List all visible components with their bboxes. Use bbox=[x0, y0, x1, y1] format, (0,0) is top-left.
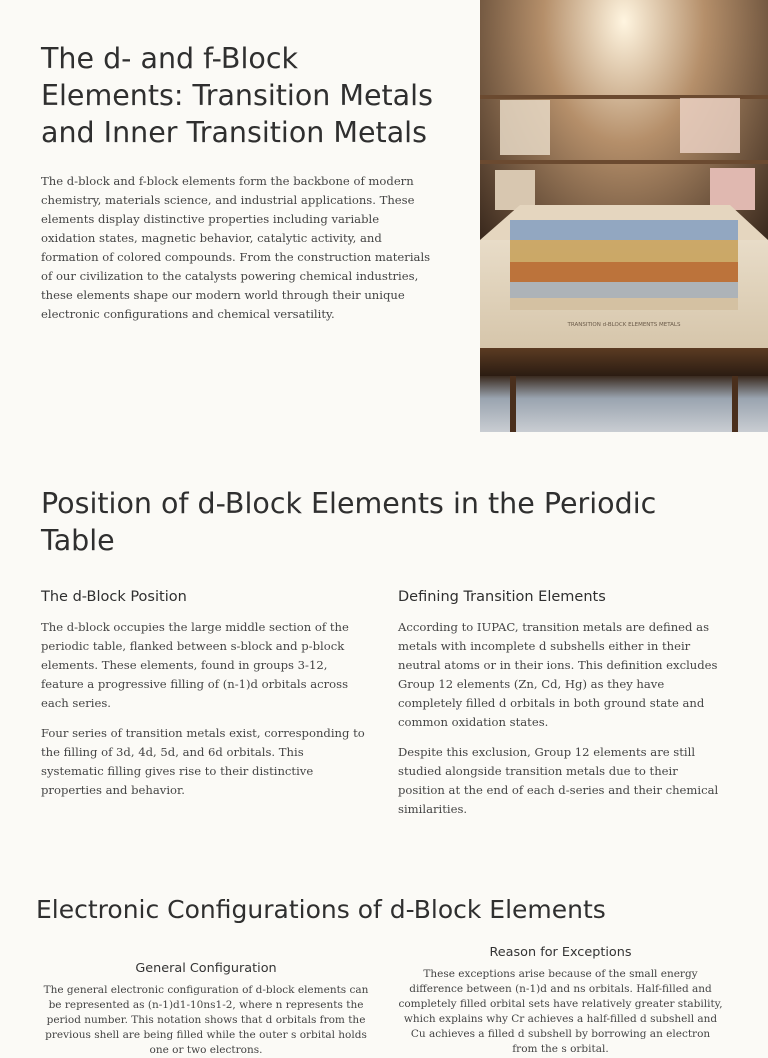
defining-transition-column bbox=[398, 588, 728, 830]
d-block-position-column bbox=[41, 588, 369, 811]
hero-description: The d-block and f-block elements form the backbone of modern chemistry, materials science, and industrial applications. These elements display distinctive properties including variable oxidation states, magnetic behavior, catalytic activity, and formation of colored compounds. From the construction materials of our civilization to the catalysts powering chemical industries, these elements shape our modern world through their unique electronic configurations and chemical versatility. bbox=[41, 174, 431, 321]
d-block-position-paragraph-2: Four series of transition metals exist, corresponding to the filling of 3d, 4d, 5d, and 6d orbitals. This systematic filling gives rise to their distinctive properties and behavior. bbox=[41, 726, 365, 797]
page-title: The d- and f-Block Elements: Transition Metals and Inner Transition Metals bbox=[41, 42, 433, 149]
position-columns bbox=[41, 588, 731, 828]
hero-image-caption: TRANSITION d-BLOCK ELEMENTS METALS bbox=[567, 322, 681, 328]
hero-section bbox=[0, 0, 768, 432]
general-config-card bbox=[36, 960, 376, 1058]
general-config-text: The general electronic configuration of d-block elements can be represented as (n-1)d1-10ns1-2, where n represents the period number. This notation shows that d orbitals from the previous shell are being filled while the outer s orbital holds one or two electrons. bbox=[43, 984, 369, 1056]
d-block-position-heading: The d-Block Position bbox=[41, 589, 187, 605]
hero-image bbox=[480, 0, 768, 432]
periodic-position-section bbox=[41, 485, 731, 828]
exceptions-heading: Reason for Exceptions bbox=[489, 945, 632, 960]
hero-text bbox=[41, 40, 441, 324]
general-config-heading: General Configuration bbox=[135, 961, 277, 976]
defining-transition-paragraph-2: Despite this exclusion, Group 12 elements are still studied alongside transition metals due to their position at the end of each d-series and their chemical similarities. bbox=[398, 745, 719, 816]
defining-transition-heading: Defining Transition Elements bbox=[398, 589, 606, 605]
section-title-electronic: Electronic Configurations of d-Block Elements bbox=[36, 895, 606, 924]
section-title-position: Position of d-Block Elements in the Periodic Table bbox=[41, 487, 657, 557]
defining-transition-paragraph-1: According to IUPAC, transition metals are defined as metals with incomplete d subshells either in their neutral atoms or in their ions. This definition excludes Group 12 elements (Zn, Cd, Hg) as they have completely filled d orbitals in both ground state and common oxidation states. bbox=[398, 620, 718, 729]
d-block-position-paragraph-1: The d-block occupies the large middle section of the periodic table, flanked between s-block and p-block elements. These elements, found in groups 3-12, feature a progressive filling of (n-1)d orbitals across each series. bbox=[41, 620, 349, 710]
electronic-config-section bbox=[36, 893, 736, 1056]
exceptions-text: These exceptions arise because of the small energy difference between (n-1)d and ns orbitals. Half-filled and completely filled orbital sets have relatively greater stability, which explains why Cr achieves a half-filled d subshell and Cu achieves a filled d subshell by borrowing an electron from the s orbital. bbox=[398, 968, 723, 1055]
exceptions-card bbox=[398, 944, 723, 1057]
